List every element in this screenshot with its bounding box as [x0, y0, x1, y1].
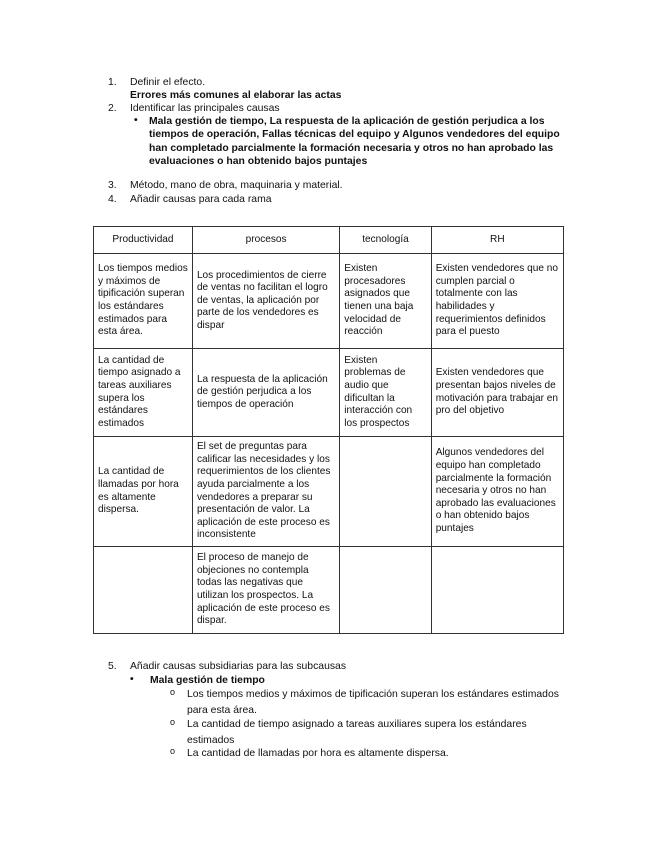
list-text: Definir el efecto.: [130, 77, 206, 88]
causes-table: [93, 226, 564, 634]
header-tecnologia: tecnología: [340, 227, 431, 254]
list-number: 4.: [108, 194, 117, 205]
table-cell: Los procedimientos de cierre de ventas no facilitan el logro de ventas, la aplicación por parte de los vendedores es dispar: [192, 254, 339, 349]
effect-statement: Errores más comunes al elaborar las actas: [130, 90, 342, 101]
list-number: 2.: [108, 103, 117, 114]
circle-bullet: o: [170, 717, 176, 727]
sub-list-text: Los tiempos medios y máximos de tipificación superan los estándares estimados para esta área.: [187, 689, 559, 716]
table-cell: La cantidad de tiempo asignado a tareas auxiliares supera los estándares estimados: [94, 349, 193, 437]
table-row: [94, 437, 564, 547]
header-productividad: Productividad: [94, 227, 193, 254]
main-causes-text: Mala gestión de tiempo, La respuesta de la aplicación de gestión perjudica a los tiempos de operación, Fallas técnicas del equipo y Algunos vendedores del equipo han completado parcialmente la formación necesaria y otros no han aprobado las evaluaciones o han obtenido bajos puntajes: [149, 116, 560, 167]
table-cell: Los tiempos medios y máximos de tipificación superan los estándares estimados para esta área.: [94, 254, 193, 349]
circle-bullet: o: [170, 746, 176, 756]
sub-list-text: La cantidad de tiempo asignado a tareas auxiliares supera los estándares estimados: [187, 719, 527, 746]
table-cell: El set de preguntas para calificar las necesidades y los requerimientos de los clientes ayuda parcialmente a los vendedores a preparar su presentación de valor. La aplicación de este proceso es inconsistente: [192, 437, 339, 547]
table-cell: El proceso de manejo de objeciones no contempla todas las negativas que utilizan los prospectos. La aplicación de este proceso es dispar.: [192, 547, 339, 634]
list-text: Identificar las principales causas: [130, 103, 280, 114]
list-text: Método, mano de obra, maquinaria y material.: [130, 180, 343, 191]
table-header-row: [94, 227, 564, 254]
table-cell: [431, 547, 563, 634]
table-row: [94, 349, 564, 437]
table-cell: Existen problemas de audio que dificultan la interacción con los prospectos: [340, 349, 431, 437]
subcause-title: Mala gestión de tiempo: [150, 675, 265, 686]
table-cell: [94, 547, 193, 634]
list-text: Añadir causas para cada rama: [130, 194, 272, 205]
table-cell: La respuesta de la aplicación de gestión perjudica a los tiempos de operación: [192, 349, 339, 437]
table-cell: La cantidad de llamadas por hora es altamente dispersa.: [94, 437, 193, 547]
table-cell: [340, 437, 431, 547]
table-row: [94, 254, 564, 349]
sub-list-text: La cantidad de llamadas por hora es altamente dispersa.: [187, 748, 449, 759]
table-cell: Existen procesadores asignados que tienen una baja velocidad de reacción: [340, 254, 431, 349]
header-procesos: procesos: [192, 227, 339, 254]
table-cell: Algunos vendedores del equipo han completado parcialmente la formación necesaria y otros no han aprobado las evaluaciones o han obtenido bajos puntajes: [431, 437, 563, 547]
list-number: 1.: [108, 77, 117, 88]
table-cell: [340, 547, 431, 634]
table-row: [94, 547, 564, 634]
list-number: 5.: [108, 661, 117, 672]
bullet-symbol: •: [130, 674, 134, 685]
table-cell: Existen vendedores que presentan bajos niveles de motivación para trabajar en pro del objetivo: [431, 349, 563, 437]
table-cell: Existen vendedores que no cumplen parcial o totalmente con las habilidades y requerimientos definidos para el puesto: [431, 254, 563, 349]
list-number: 3.: [108, 180, 117, 191]
header-rh: RH: [431, 227, 563, 254]
circle-bullet: o: [170, 687, 176, 697]
bullet-symbol: •: [134, 115, 138, 126]
list-text: Añadir causas subsidiarias para las subcausas: [130, 661, 347, 672]
